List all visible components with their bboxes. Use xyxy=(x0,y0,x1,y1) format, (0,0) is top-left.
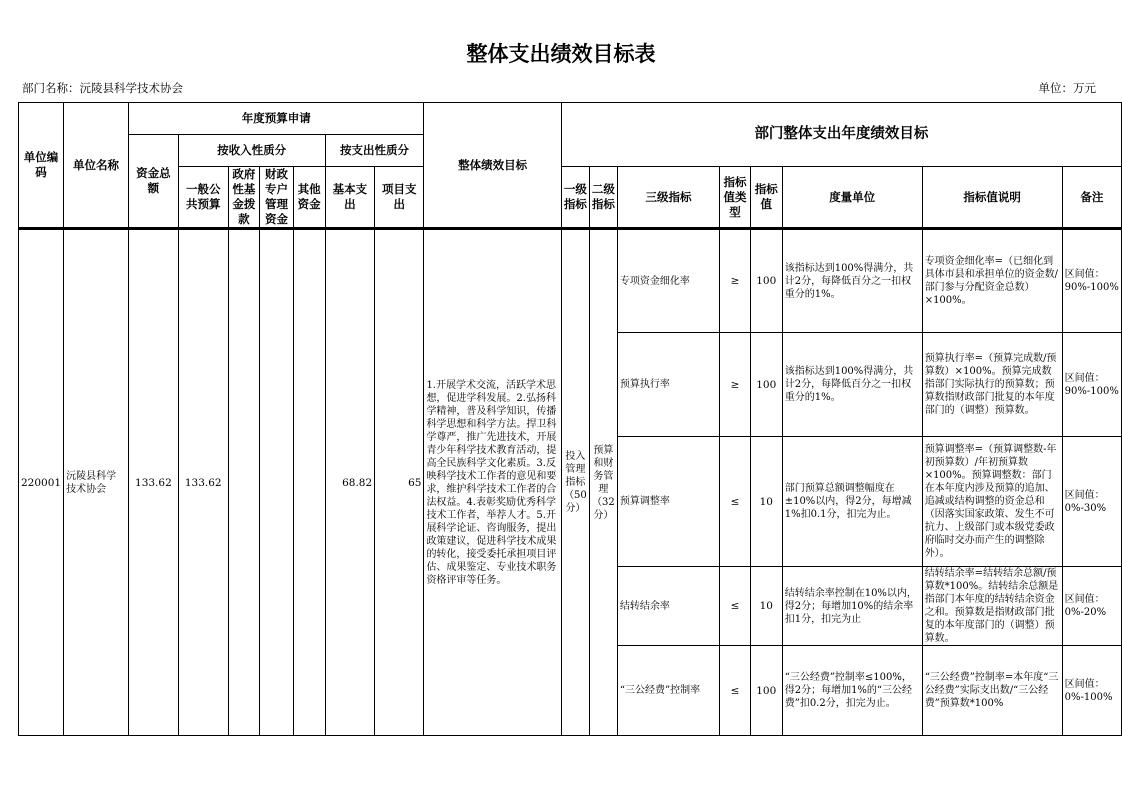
indicator-value: 10 xyxy=(750,567,782,646)
indicator-remark: 区间值：90%-100% xyxy=(1062,229,1121,333)
header-general-budget: 一般公共预算 xyxy=(178,167,228,229)
indicator-name: “三公经费”控制率 xyxy=(617,646,719,736)
indicator-type: ≤ xyxy=(720,567,751,646)
indicator-measure: 该指标达到100%得满分，共计2分，每降低百分之一扣权重分的1%。 xyxy=(782,229,922,333)
currency-unit: 单位：万元 xyxy=(1038,81,1096,95)
level1-cell: 投入管理指标（50分） xyxy=(561,229,589,736)
indicator-value: 10 xyxy=(750,437,782,567)
header-gov-fund: 政府性基金拨款 xyxy=(228,167,260,229)
basic-expense-cell: 68.82 xyxy=(325,229,375,736)
indicator-measure: 该指标达到100%得满分，共计2分，每降低百分之一扣权重分的1%。 xyxy=(782,333,922,437)
general-budget-cell: 133.62 xyxy=(178,229,228,736)
indicator-desc: 预算执行率=（预算完成数/预算数）×100%。预算完成数指部门实际执行的预算数；预算数指财政部门批复的本年度部门的（调整）预算数。 xyxy=(922,333,1062,437)
indicator-value: 100 xyxy=(750,333,782,437)
header-level2: 二级指标 xyxy=(589,167,617,229)
header-total-funds: 资金总额 xyxy=(128,135,178,229)
header-value: 指标值 xyxy=(750,167,782,229)
indicator-desc: “三公经费”控制率=本年度“三公经费”实际支出数/“三公经费”预算数*100% xyxy=(922,646,1062,736)
header-other-funds: 其他资金 xyxy=(293,167,325,229)
header-overall-target: 整体绩效目标 xyxy=(424,103,561,229)
other-funds-cell xyxy=(293,229,325,736)
indicator-measure: 部门预算总额调整幅度在±10%以内，得2分，每增减1%扣0.1分，扣完为止。 xyxy=(782,437,922,567)
indicator-type: ≥ xyxy=(720,333,751,437)
indicator-value: 100 xyxy=(750,646,782,736)
indicator-name: 预算执行率 xyxy=(617,333,719,437)
indicator-name: 预算调整率 xyxy=(617,437,719,567)
unit-code-cell: 220001 xyxy=(19,229,64,736)
header-by-income: 按收入性质分 xyxy=(178,135,325,167)
header-value-type: 指标值类型 xyxy=(720,167,751,229)
header-unit-code: 单位编码 xyxy=(19,103,64,229)
header-annual-budget: 年度预算申请 xyxy=(128,103,423,135)
indicator-remark: 区间值：90%-100% xyxy=(1062,333,1121,437)
indicator-measure: “三公经费”控制率≤100%，得2分；每增加1%的“三公经费”扣0.2分，扣完为止。 xyxy=(782,646,922,736)
indicator-type: ≤ xyxy=(720,437,751,567)
indicator-measure: 结转结余率控制在10%以内，得2分；每增加10%的结余率扣1分，扣完为止 xyxy=(782,567,922,646)
total-funds-cell: 133.62 xyxy=(128,229,178,736)
unit-name-cell: 沅陵县科学技术协会 xyxy=(64,229,129,736)
indicator-value: 100 xyxy=(750,229,782,333)
indicator-remark: 区间值：0%-100% xyxy=(1062,646,1121,736)
indicator-desc: 结转结余率=结转结余总额/预算数*100%。结转结余总额是指部门本年度的结转结余资金之和。预算数是指财政部门批复的本年度部门的（调整）预算数。 xyxy=(922,567,1062,646)
indicator-remark: 区间值：0%-20% xyxy=(1062,567,1121,646)
header-dept-target: 部门整体支出年度绩效目标 xyxy=(561,103,1121,167)
department-name: 部门名称：沅陵县科学技术协会 xyxy=(22,81,183,95)
indicator-desc: 专项资金细化率=（已细化到具体市县和承担单位的资金数/部门参与分配资金总数）×100%。 xyxy=(922,229,1062,333)
page-title: 整体支出绩效目标表 xyxy=(466,42,656,66)
header-level1: 一级指标 xyxy=(561,167,589,229)
header-fiscal-special: 财政专户管理资金 xyxy=(260,167,294,229)
indicator-remark: 区间值：0%-30% xyxy=(1062,437,1121,567)
header-unit-name: 单位名称 xyxy=(64,103,129,229)
performance-table xyxy=(18,102,1122,736)
header-project-expense: 项目支出 xyxy=(375,167,424,229)
indicator-name: 结转结余率 xyxy=(617,567,719,646)
indicator-type: ≤ xyxy=(720,646,751,736)
project-expense-cell: 65 xyxy=(375,229,424,736)
indicator-type: ≥ xyxy=(720,229,751,333)
indicator-desc: 预算调整率=（预算调整数-年初预算数）/年初预算数×100%。预算调整数：部门在本年度内涉及预算的追加、追减或结构调整的资金总和（因落实国家政策、发生不可抗力、上级部门或本级党委政府临时交办而产生的调整除外）。 xyxy=(922,437,1062,567)
header-value-desc: 指标值说明 xyxy=(922,167,1062,229)
header-basic-expense: 基本支出 xyxy=(325,167,375,229)
header-measure-unit: 度量单位 xyxy=(782,167,922,229)
level2-cell: 预算和财务管理（32分） xyxy=(589,229,617,736)
header-remark: 备注 xyxy=(1062,167,1121,229)
overall-target-cell: 1.开展学术交流，活跃学术思想，促进学科发展。2.弘扬科学精神，普及科学知识，传播科学思想和科学方法。捍卫科学尊严，推广先进技术，开展青少年科学技术教育活动，提高全民族科学文化素质。3.反映科学技术工作者的意见和要求，维护科学技术工作者的合法权益。4.表彰奖励优秀科学技术工作者，举荐人才。5.开展科学论证、咨询服务，提出政策建议，促进科学技术成果的转化，接受委托承担项目评估、成果鉴定、专业技术职务资格评审等任务。 xyxy=(424,229,561,736)
indicator-name: 专项资金细化率 xyxy=(617,229,719,333)
header-by-expense: 按支出性质分 xyxy=(325,135,424,167)
fiscal-special-cell xyxy=(260,229,294,736)
header-level3: 三级指标 xyxy=(617,167,719,229)
gov-fund-cell xyxy=(228,229,260,736)
